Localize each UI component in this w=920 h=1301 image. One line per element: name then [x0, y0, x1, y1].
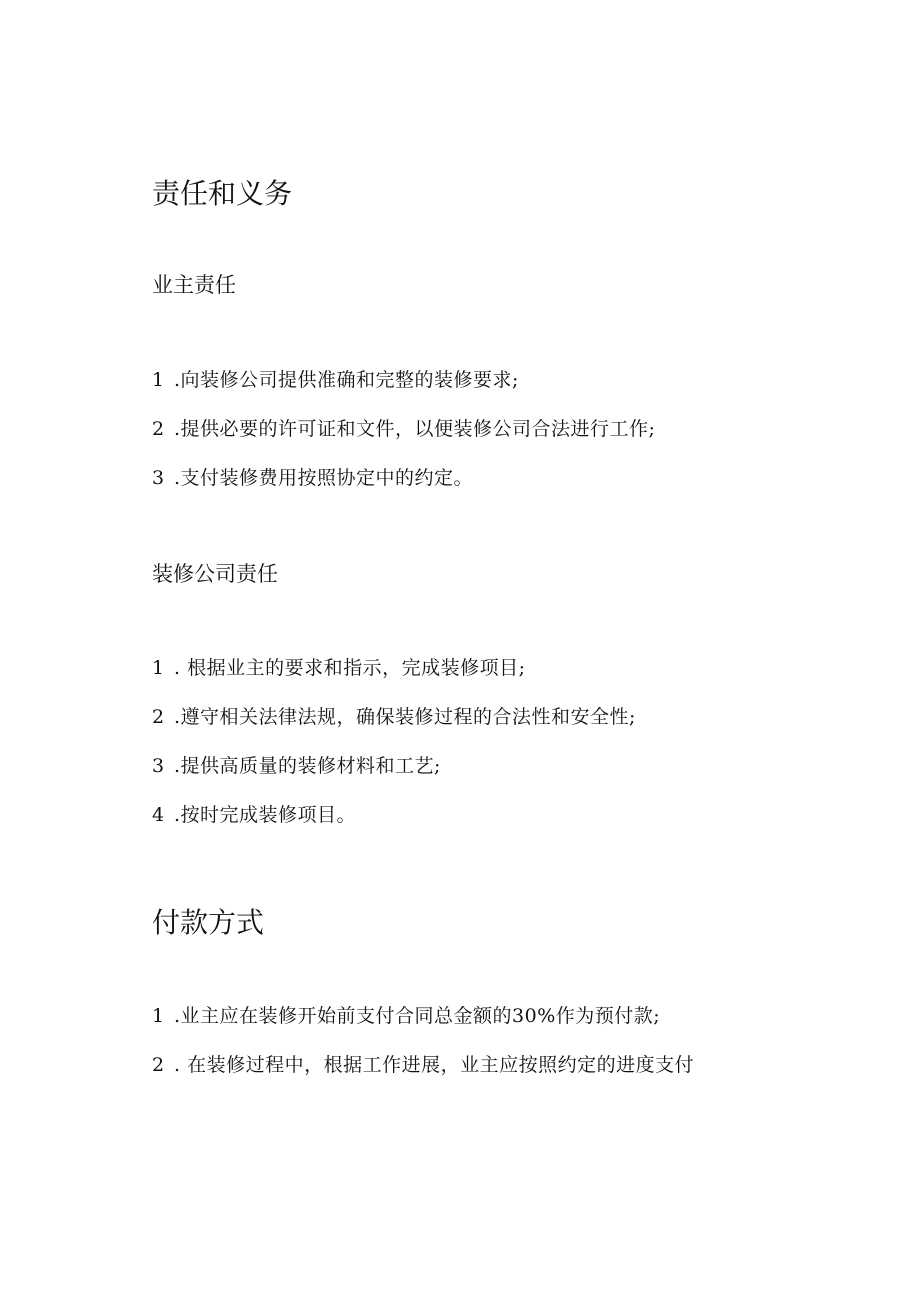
subsection-heading-contractor: 装修公司责任: [152, 562, 278, 586]
item-number: 2: [152, 706, 165, 728]
item-number: 1: [152, 657, 165, 679]
list-item: [152, 704, 636, 730]
item-text: . 在装修过程中，根据工作进展，业主应按照约定的进度支付: [174, 1054, 695, 1076]
list-item: [152, 416, 655, 442]
section-heading-responsibilities: 责任和义务: [152, 177, 293, 210]
item-text: .提供高质量的装修材料和工艺;: [174, 755, 441, 777]
item-text: .业主应在装修开始前支付合同总金额的30%作为预付款;: [174, 1005, 661, 1027]
item-text: .向装修公司提供准确和完整的装修要求;: [174, 369, 519, 391]
list-item: [152, 465, 473, 491]
item-text: .按时完成装修项目。: [174, 804, 357, 826]
item-number: 3: [152, 467, 165, 489]
item-number: 1: [152, 369, 165, 391]
item-number: 3: [152, 755, 165, 777]
section-heading-payment: 付款方式: [152, 906, 265, 939]
list-item: [152, 802, 356, 828]
list-item: [152, 655, 525, 681]
list-item: [152, 753, 441, 779]
item-number: 4: [152, 804, 165, 826]
item-text: .遵守相关法律法规，确保装修过程的合法性和安全性;: [174, 706, 636, 728]
list-item: [152, 1003, 660, 1029]
item-text: .支付装修费用按照协定中的约定。: [174, 467, 474, 489]
list-item: [152, 367, 519, 393]
item-text: .提供必要的许可证和文件，以便装修公司合法进行工作;: [174, 418, 656, 440]
list-item: [152, 1052, 694, 1078]
item-text: . 根据业主的要求和指示，完成装修项目;: [174, 657, 526, 679]
item-number: 1: [152, 1005, 165, 1027]
subsection-heading-owner: 业主责任: [152, 273, 236, 297]
item-number: 2: [152, 1054, 165, 1076]
item-number: 2: [152, 418, 165, 440]
